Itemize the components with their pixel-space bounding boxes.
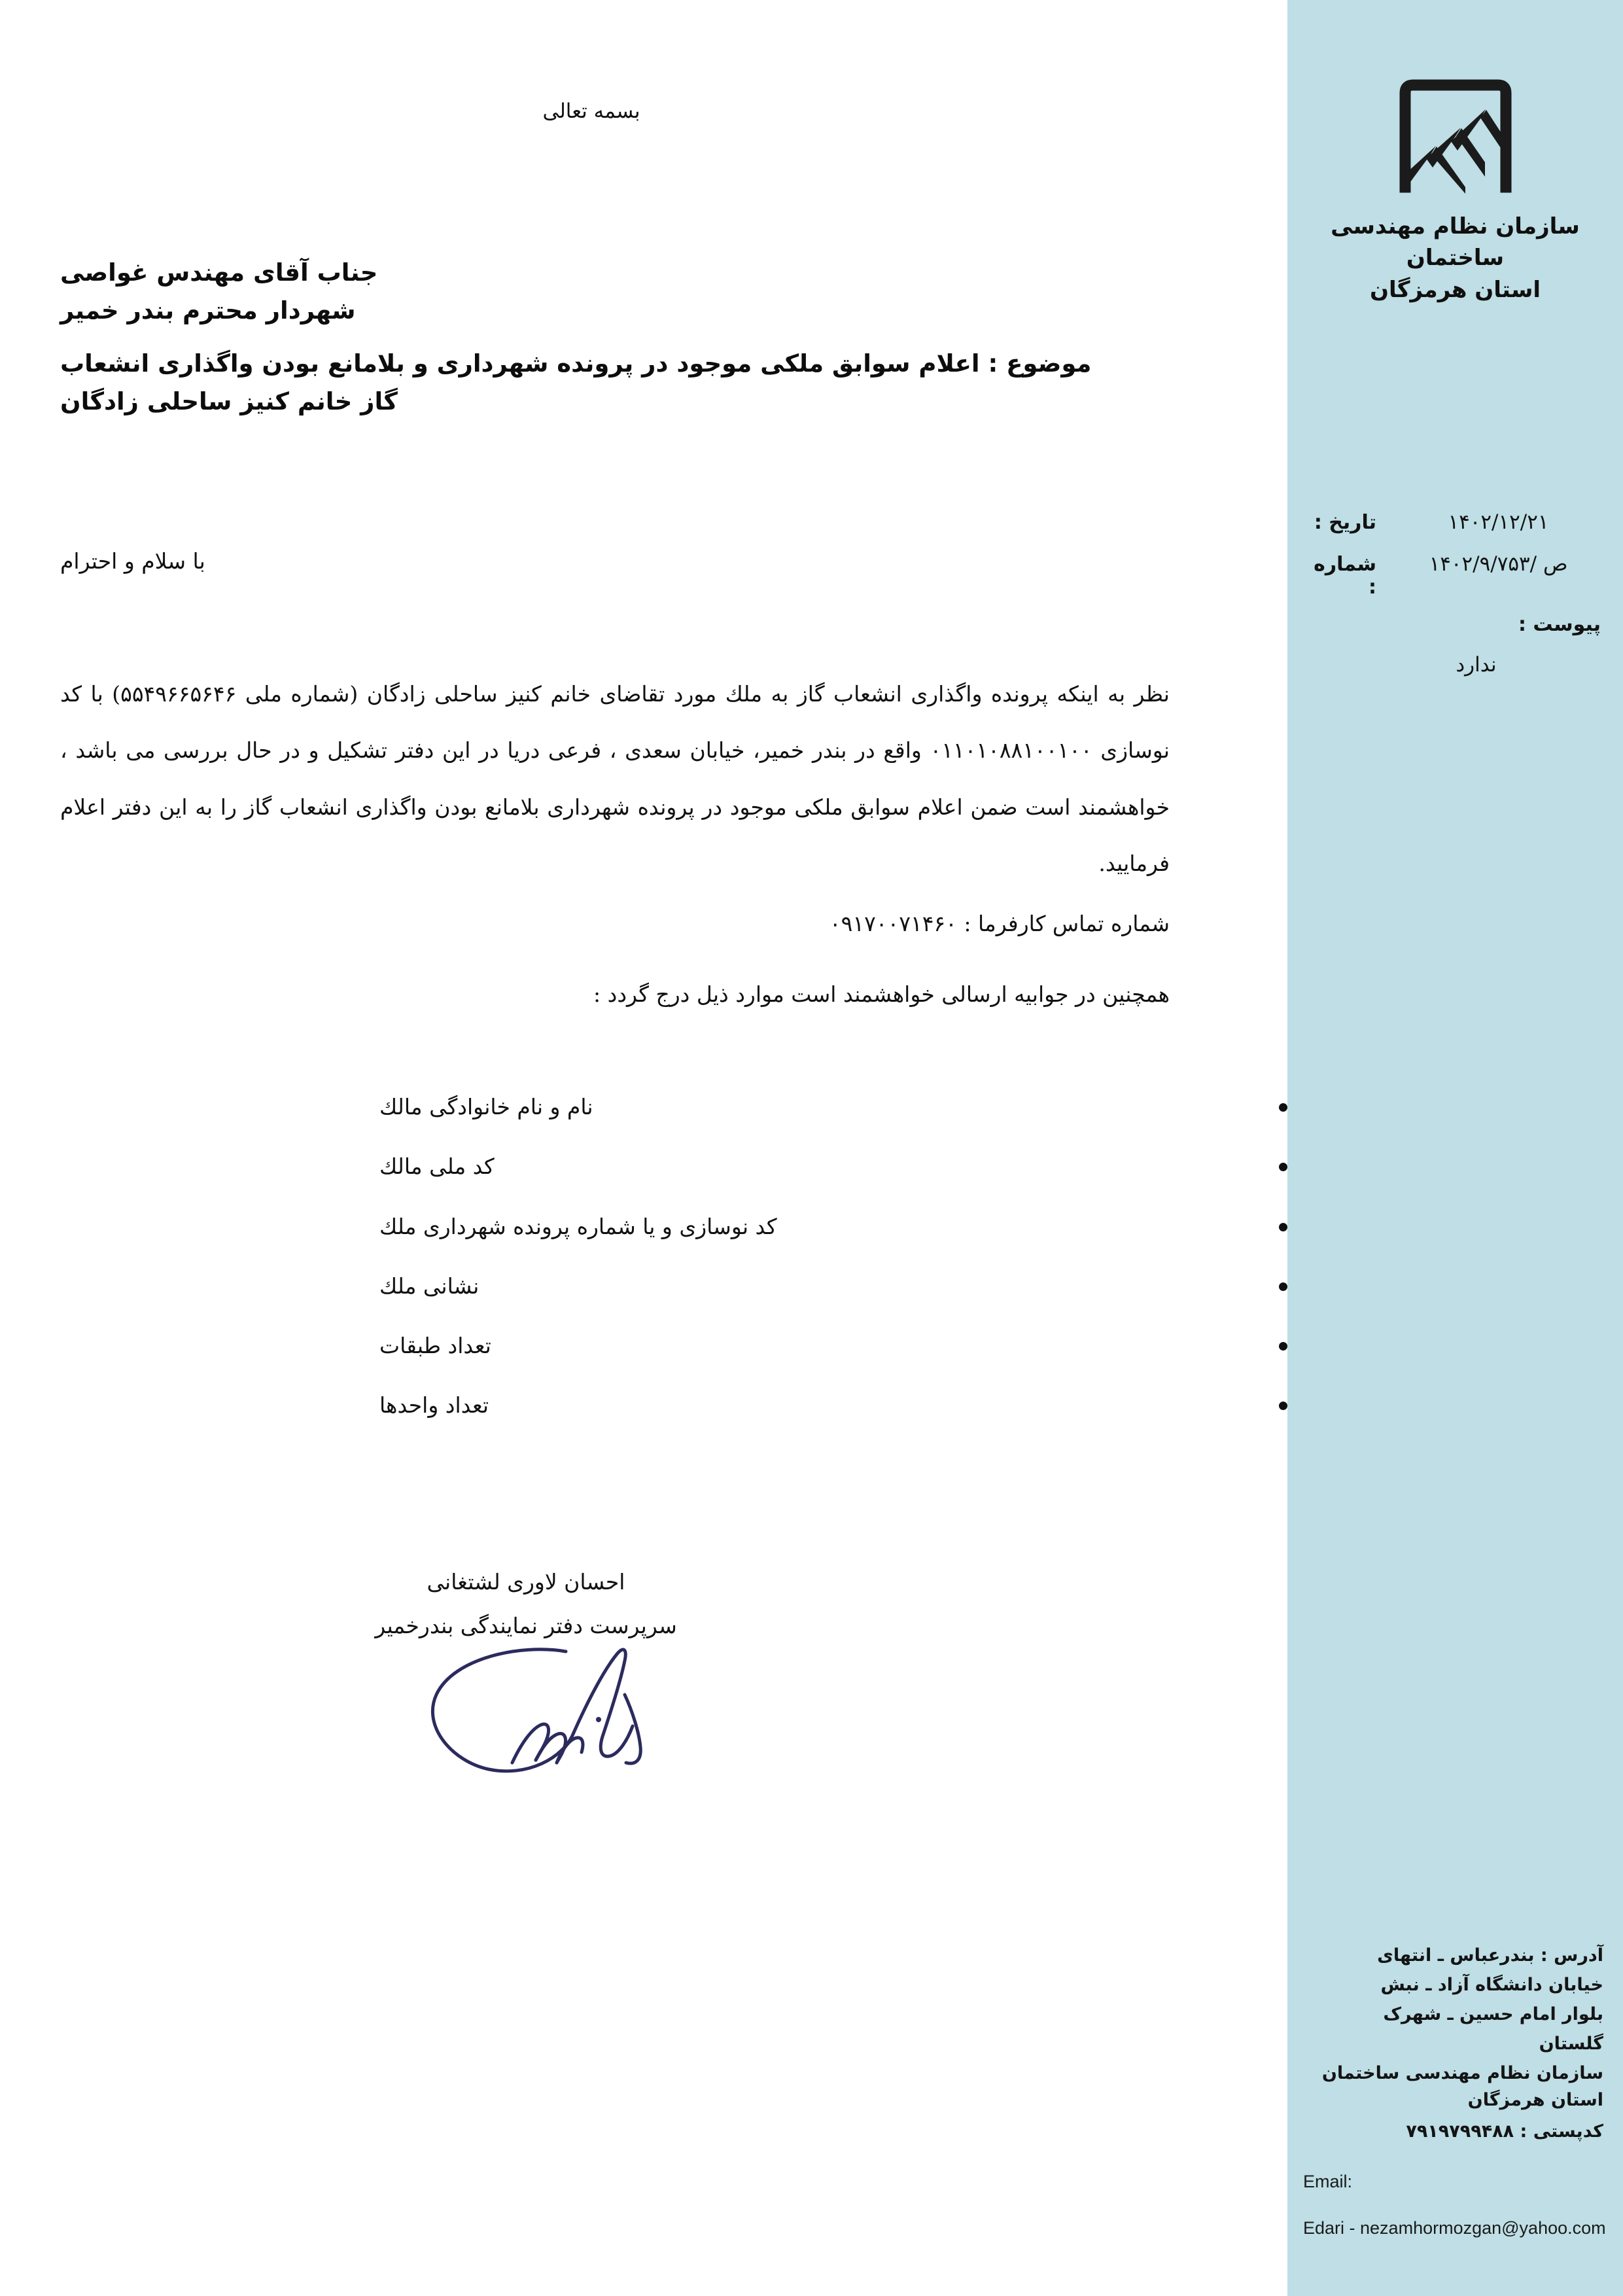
- subject-line-2: گاز خانم کنیز ساحلی زادگان: [60, 387, 398, 416]
- basmala-text: بسمه تعالی: [542, 99, 640, 123]
- list-item: [379, 1392, 1287, 1419]
- email-label: Email:: [1303, 2172, 1353, 2191]
- footer-org-line-1: سازمان نظام مهندسی ساختمان: [1321, 2062, 1603, 2083]
- signatory-name: احسان لاوری لشتغانی: [427, 1569, 625, 1595]
- signature-inner: [375, 1569, 676, 1785]
- number-label: شماره :: [1314, 553, 1376, 599]
- bullet-dot-icon: [1279, 1342, 1287, 1351]
- letter-meta-block: [1287, 510, 1623, 680]
- bullet-dot-icon: [1279, 1402, 1287, 1410]
- attachment-value: ندارد: [1456, 653, 1497, 677]
- date-value: ۱۴۰۲/۱۲/۲۱: [1448, 510, 1549, 534]
- required-fields-list: [379, 1094, 1287, 1453]
- list-item: [379, 1273, 1287, 1299]
- list-item-label: کد نوسازی و یا شماره پرونده شهرداری ملك: [379, 1213, 777, 1239]
- date-label: تاریخ :: [1314, 511, 1376, 534]
- bullet-dot-icon: [1279, 1223, 1287, 1231]
- signatory-title: سرپرست دفتر نمایندگی بندرخمیر: [375, 1613, 677, 1638]
- sidebar-inner: [1287, 0, 1623, 2296]
- address-line-1: آدرس : بندرعباس ـ انتهای: [1377, 1945, 1603, 1966]
- list-item-label: نام و نام خانوادگی مالك: [379, 1094, 593, 1120]
- meta-row-date: [1299, 510, 1601, 538]
- addressee-line-2: شهردار محترم بندر خمیر: [60, 296, 356, 325]
- list-item: [379, 1094, 1287, 1120]
- list-item-label: تعداد طبقات: [379, 1333, 491, 1358]
- reply-note-line: همچنین در جوابیه ارسالی خواهشمند است موارد ذیل درج گردد :: [593, 981, 1170, 1007]
- attachment-label: پیوست :: [1518, 613, 1601, 636]
- footer-contact-block: [1287, 1942, 1623, 2238]
- footer-org-line-2: استان هرمزگان: [1467, 2089, 1603, 2110]
- list-item-label: کد ملی مالك: [379, 1154, 495, 1180]
- signature-block: [0, 1569, 1287, 1785]
- organization-name-line-2: استان هرمزگان: [1369, 276, 1541, 303]
- handwritten-signature-icon: [402, 1634, 677, 1785]
- meta-row-number: [1299, 552, 1601, 599]
- address-line-4: گلستان: [1539, 2033, 1603, 2054]
- letterhead-sidebar: [1287, 0, 1623, 2296]
- list-item-label: نشانی ملك: [379, 1273, 480, 1299]
- meta-row-attachment: [1299, 613, 1601, 677]
- employer-contact-number: ۰۹۱۷۰۰۷۱۴۶۰: [829, 911, 957, 936]
- subject-line-1: موضوع : اعلام سوابق ملکی موجود در پرونده شهرداری و بلامانع بودن واگذاری انشعاب: [60, 349, 1092, 378]
- body-paragraph: نظر به اینکه پرونده واگذاری انشعاب گاز به ملك مورد تقاضای خانم کنیز ساحلی زادگان (شماره ملی ۵۵۴۹۶۶۵۶۴۶) با کد نوسازی ۰۱۱۰۱۰۸۸۱۰۰۱۰۰ واقع در بندر خمیر، خیابان سعدی ، فرعی دریا در این دفتر تشکیل و در حال بررسی می باشد ، خواهشمند است ضمن اعلام سوابق ملکی موجود در پرونده شهرداری بلامانع بودن واگذاری انشعاب گاز را به این دفتر اعلام فرمایید.: [60, 681, 1170, 877]
- greeting-text: با سلام و احترام: [60, 548, 205, 574]
- employer-contact-label: شماره تماس کارفرما :: [964, 911, 1170, 936]
- addressee-block: [60, 254, 1287, 421]
- organization-name: [1287, 211, 1623, 306]
- postal-code: کدپستی : ۷۹۱۹۷۹۹۴۸۸: [1406, 2121, 1603, 2142]
- list-item-label: تعداد واحدها: [379, 1392, 489, 1419]
- building-engineering-logo-icon: [1388, 79, 1523, 194]
- bullet-dot-icon: [1279, 1103, 1287, 1112]
- address-line-2: خیابان دانشگاه آزاد ـ نبش: [1380, 1974, 1603, 1995]
- basmala-heading: [0, 99, 1287, 123]
- bullet-dot-icon: [1279, 1163, 1287, 1171]
- address-line-3: بلوار امام حسین ـ شهرک: [1383, 2004, 1603, 2024]
- list-item: [379, 1214, 1287, 1240]
- organization-name-line-1: سازمان نظام مهندسی ساختمان: [1331, 213, 1580, 272]
- addressee-line-1: جناب آقای مهندس غواصی: [60, 258, 378, 287]
- number-value: ص /۱۴۰۲/۹/۷۵۳: [1429, 552, 1568, 576]
- list-item: [379, 1154, 1287, 1180]
- employer-contact-line: [60, 911, 1170, 936]
- organization-logo-block: [1287, 79, 1623, 306]
- bullet-dot-icon: [1279, 1282, 1287, 1291]
- subject-block: [60, 345, 1287, 421]
- email-address[interactable]: Edari - nezamhormozgan@yahoo.com: [1303, 2218, 1606, 2238]
- list-item: [379, 1333, 1287, 1359]
